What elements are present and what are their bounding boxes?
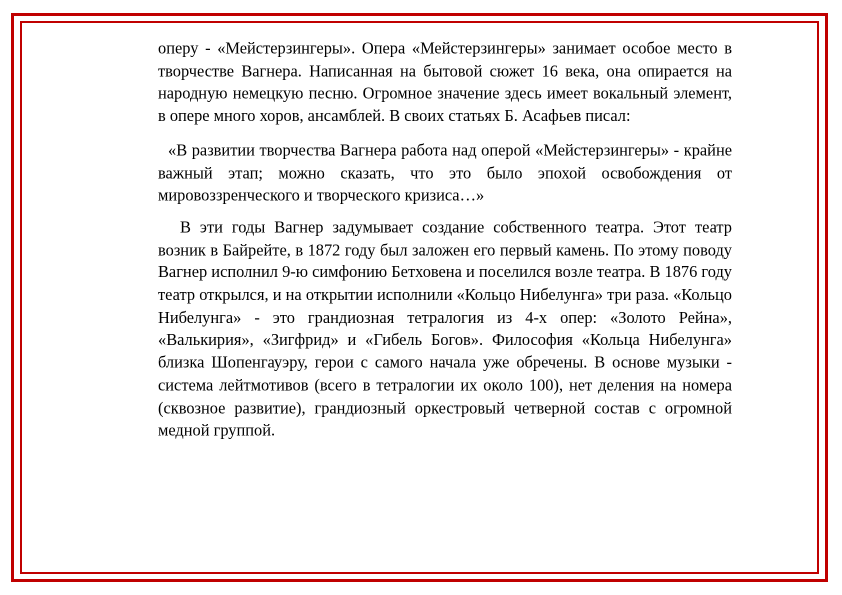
document-body bbox=[158, 37, 732, 442]
paragraph-opera-meistersinger: оперу - «Мейстерзингеры». Опера «Мейстерзингеры» занимает особое место в творчестве Вагнера. Написанная на бытовой сюжет 16 века, она опирается на народную немецкую песню. Огромное значение здесь имеет вокальный элемент, в опере много хоров, ансамблей. В своих статьях Б. Асафьев писал: bbox=[158, 38, 732, 126]
paragraph-bayreuth-theatre: В эти годы Вагнер задумывает создание собственного театра. Этот театр возник в Байрейте, в 1872 году был заложен его первый камень. По этому поводу Вагнер исполнил 9-ю симфонию Бетховена и поселился возле театра. В 1876 году театр открылся, и на открытии исполнили «Кольцо Нибелунга» три раза. «Кольцо Нибелунга» - это грандиозная тетралогия из 4-х опер: «Золото Рейна», «Валькирия», «Зигфрид» и «Гибель Богов». Философия «Кольца Нибелунга» близка Шопенгауэру, герои с самого начала уже обречены. В основе музыки - система лейтмотивов (всего в тетралогии их около 100), нет деления на номера (сквозное развитие), грандиозный оркестровый четверной состав с огромной медной группой. bbox=[158, 216, 732, 440]
paragraph-asafiev-quote: «В развитии творчества Вагнера работа над оперой «Мейстерзингеры» - крайне важный этап; можно сказать, что это было эпохой освобождения от мировоззренческого и творческого кризиса…» bbox=[158, 139, 732, 205]
